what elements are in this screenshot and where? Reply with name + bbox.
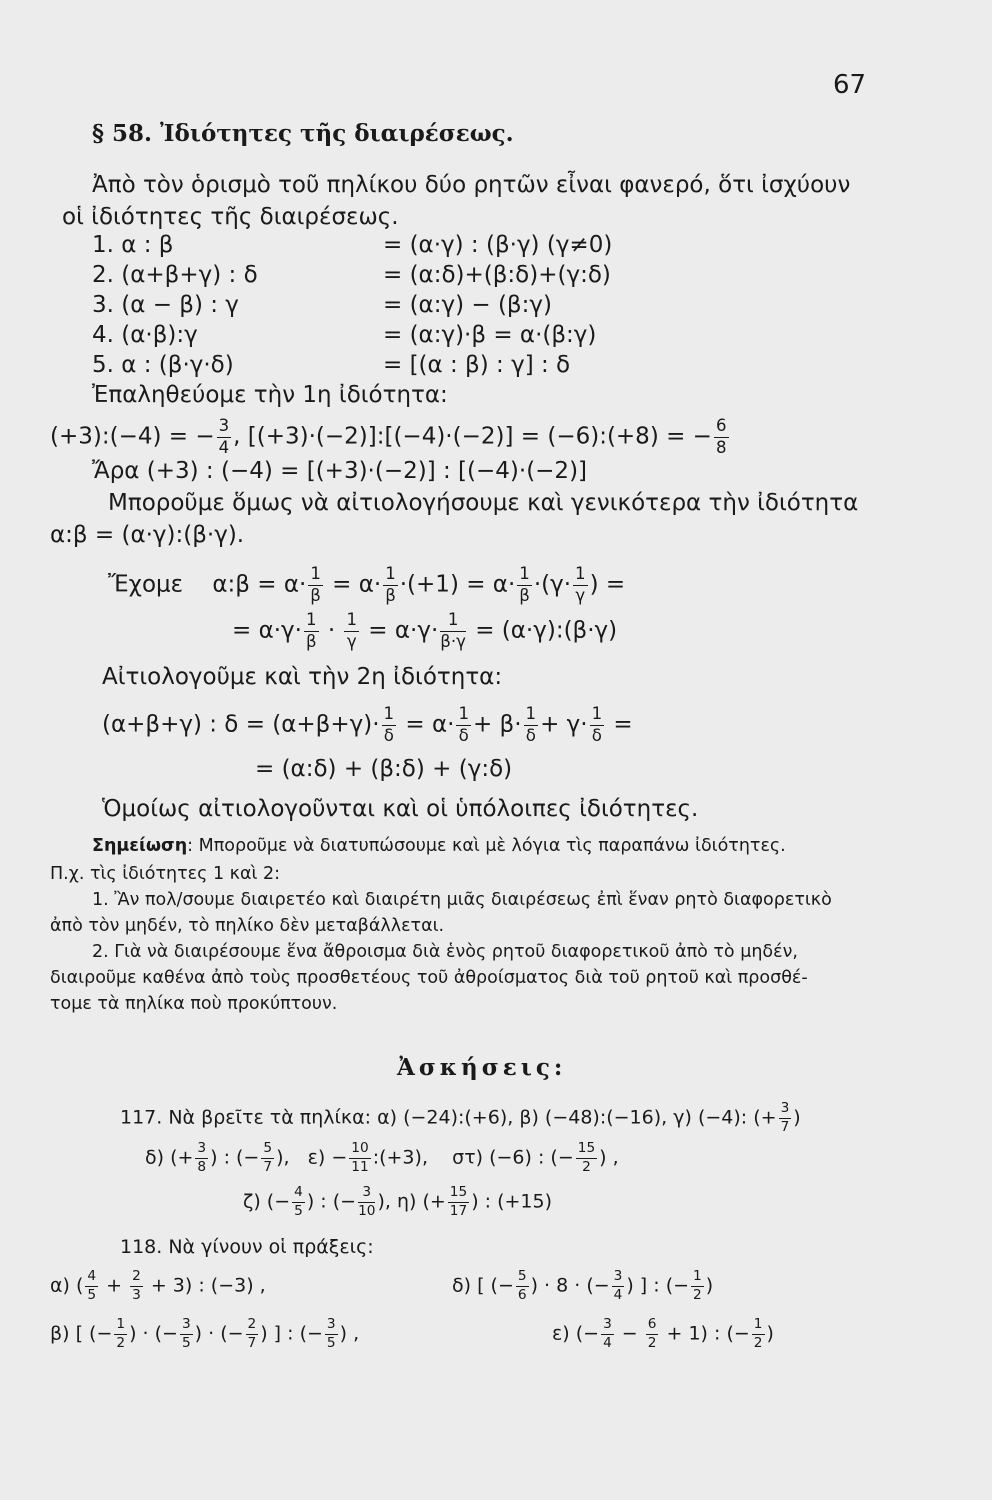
note-text: : Μποροῦμε νὰ διατυπώσουμε καὶ μὲ λόγια τὶς παραπάνω ἰδιότητες. <box>187 836 786 856</box>
numerator: 15 <box>576 1142 597 1159</box>
exercise-part: ) ] : (− <box>260 1322 323 1345</box>
numerator: 1 <box>308 566 323 586</box>
exercise-part: ), <box>276 1146 290 1169</box>
denominator: β <box>385 585 396 605</box>
fraction <box>180 1318 193 1350</box>
exercise-part: ) · 8 · (− <box>530 1274 610 1297</box>
eq-text: ·(γ· <box>533 571 572 598</box>
exercise-part: α) (−24):(+6), <box>377 1106 514 1129</box>
page-number: 67 <box>833 70 867 100</box>
denominator: γ <box>346 631 357 651</box>
note-line-2: Π.χ. τὶς ἰδιότητες 1 καὶ 2: <box>50 864 281 884</box>
exercise-part: ε) − <box>307 1146 348 1169</box>
exercise-part: + 3) : (−3) , <box>144 1274 266 1297</box>
exercise-117-line-1 <box>120 1102 801 1134</box>
numerator: 2 <box>246 1318 259 1335</box>
numerator: 4 <box>292 1186 305 1203</box>
denominator: δ <box>525 725 536 745</box>
exercise-part: ) : (− <box>306 1190 357 1213</box>
verify-equation-2: Ἄρα (+3) : (−4) = [(+3)·(−2)] : [(−4)·(−2)] <box>92 458 588 484</box>
numerator: 1 <box>590 706 605 726</box>
eq-text: (α+β+γ) : δ = (α+β+γ)· <box>102 711 380 738</box>
property-right: = (α:δ)+(β:δ)+(γ:δ) <box>383 262 611 288</box>
exercise-118-d <box>452 1270 713 1302</box>
note-p2-line-2: διαιροῦμε καθένα ἀπὸ τοὺς προσθετέους τοῦ ἀθροίσματος διὰ τοῦ ρητοῦ καὶ προσθέ- <box>50 968 808 988</box>
fraction <box>590 706 605 744</box>
eq-text: = (α·γ):(β·γ) <box>467 617 618 644</box>
numerator: 6 <box>714 418 729 438</box>
denominator: 4 <box>218 437 230 457</box>
numerator: 1 <box>456 706 471 726</box>
exercise-part: δ) [ (− <box>452 1274 514 1297</box>
proof-2-line-1 <box>102 706 633 744</box>
denominator: 2 <box>116 1334 126 1351</box>
fraction <box>516 1270 529 1302</box>
denominator: 3 <box>132 1286 141 1303</box>
numerator: 3 <box>612 1270 625 1287</box>
exercise-118-label: 118. Νὰ γίνουν οἱ πράξεις: <box>120 1236 374 1258</box>
denominator: 8 <box>197 1158 207 1175</box>
exercise-part: ζ) (− <box>243 1190 291 1213</box>
exercise-part: δ) (+ <box>145 1146 194 1169</box>
numerator: 1 <box>382 706 397 726</box>
eq-text: ) = <box>589 571 626 598</box>
exercise-117-line-3 <box>243 1186 552 1218</box>
eq-text: , [(+3)·(−2)]:[(−4)·(−2)] = (−6):(+8) = − <box>233 423 712 450</box>
exercise-part: ) : (+15) <box>471 1190 553 1213</box>
intro-line-1: Ἀπὸ τὸν ὁρισμὸ τοῦ πηλίκου δύο ρητῶν εἶναι φανερό, ὅτι ἰσχύουν <box>92 172 851 198</box>
fraction <box>383 566 398 604</box>
denominator: 7 <box>780 1118 790 1135</box>
fraction <box>349 1142 370 1174</box>
section-title: § 58. Ἰδιότητες τῆς διαιρέσεως. <box>92 120 514 147</box>
numerator: 3 <box>779 1102 792 1119</box>
numerator: 3 <box>217 418 232 438</box>
fraction <box>114 1318 127 1350</box>
fraction <box>195 1142 208 1174</box>
fraction <box>612 1270 625 1302</box>
fraction <box>440 612 466 650</box>
fraction <box>85 1270 98 1302</box>
exercise-part: ) <box>766 1322 774 1345</box>
numerator: 1 <box>752 1318 765 1335</box>
proof-2-line-2: = (α:δ) + (β:δ) + (γ:δ) <box>255 756 513 782</box>
exercise-part: − <box>615 1322 644 1345</box>
numerator: 5 <box>516 1270 529 1287</box>
property-right: = (α:γ)·β = α·(β:γ) <box>383 322 597 348</box>
exercise-part: γ) (−4): (+ <box>673 1106 777 1129</box>
exercise-part: α) ( <box>50 1274 84 1297</box>
exercise-part: β) [ (− <box>50 1322 113 1345</box>
exercise-part: ) , <box>599 1146 619 1169</box>
numerator: 3 <box>325 1318 338 1335</box>
fraction <box>304 612 319 650</box>
exercise-part: + 1) : (− <box>660 1322 750 1345</box>
exercise-part: ) <box>793 1106 801 1129</box>
denominator: 7 <box>247 1334 257 1351</box>
denominator: 11 <box>351 1158 369 1175</box>
property-left: 3. (α − β) : γ <box>92 292 239 318</box>
eq-text: + γ· <box>540 711 588 738</box>
fraction <box>573 566 588 604</box>
exercise-118-a <box>50 1270 266 1302</box>
exercise-part: ) · (− <box>194 1322 244 1345</box>
denominator: 4 <box>613 1286 623 1303</box>
numerator: 10 <box>349 1142 370 1159</box>
property-left: 5. α : (β·γ·δ) <box>92 352 234 378</box>
property-left: 4. (α·β):γ <box>92 322 198 348</box>
eq-text: + β· <box>472 711 522 738</box>
denominator: 5 <box>87 1286 97 1303</box>
denominator: 17 <box>449 1202 468 1219</box>
eq-text: · <box>320 617 343 644</box>
numerator: 4 <box>85 1270 98 1287</box>
fraction <box>261 1142 274 1174</box>
numerator: 1 <box>114 1318 127 1335</box>
fraction <box>576 1142 597 1174</box>
numerator: 3 <box>180 1318 193 1335</box>
fraction <box>382 706 397 744</box>
note-p1-line-1: 1. Ἂν πολ/σουμε διαιρετέο καὶ διαιρέτη μιᾶς διαιρέσεως ἐπὶ ἕναν ρητὸ διαφορετικὸ <box>92 890 832 910</box>
exercise-part: ) <box>377 1190 385 1213</box>
proof-lead: Ἔχομε <box>108 571 184 598</box>
note-p2-line-3: τομε τὰ πηλίκα ποὺ προκύπτουν. <box>50 994 338 1014</box>
denominator: β <box>305 631 317 651</box>
denominator: 2 <box>753 1334 763 1351</box>
numerator: 15 <box>448 1186 469 1203</box>
exercise-part: , η) (+ <box>384 1190 446 1213</box>
denominator: 5 <box>326 1334 336 1351</box>
eq-text: (+3):(−4) = − <box>50 423 215 450</box>
exercise-part: ) : (− <box>210 1146 260 1169</box>
numerator: 1 <box>383 566 398 586</box>
exercise-part: ) ] : (− <box>626 1274 690 1297</box>
fraction <box>714 418 729 456</box>
exercise-part: ) <box>705 1274 714 1297</box>
denominator: 4 <box>603 1334 612 1351</box>
note-line-1 <box>92 836 786 856</box>
note-label: Σημείωση <box>92 836 188 856</box>
note-p2-line-1: 2. Γιὰ νὰ διαιρέσουμε ἕνα ἄθροισμα διὰ ἑνὸς ρητοῦ διαφορετικοῦ ἀπὸ τὸ μηδέν, <box>92 942 798 962</box>
denominator: δ <box>458 725 469 745</box>
exercise-part: στ) (−6) : (− <box>452 1146 574 1169</box>
proof-1-line-1 <box>108 566 625 604</box>
fraction <box>217 418 232 456</box>
eq-text: = α· <box>324 571 382 598</box>
fraction <box>601 1318 614 1350</box>
numerator: 1 <box>344 612 359 632</box>
property-left: 1. α : β <box>92 232 174 258</box>
numerator: 1 <box>691 1270 704 1287</box>
eq-text: = α·γ· <box>232 617 302 644</box>
fraction <box>646 1318 659 1350</box>
numerator: 3 <box>601 1318 614 1335</box>
eq-text: = α·γ· <box>360 617 439 644</box>
fraction <box>524 706 539 744</box>
fraction <box>456 706 471 744</box>
fraction <box>246 1318 259 1350</box>
numerator: 3 <box>195 1142 208 1159</box>
numerator: 5 <box>261 1142 274 1159</box>
exercise-118-e <box>552 1318 774 1350</box>
exercises-title: Ἀσκήσεις: <box>397 1054 567 1081</box>
fraction <box>325 1318 338 1350</box>
exercise-part: :(+3), <box>372 1146 428 1169</box>
property-right: = (α·γ) : (β·γ) (γ≠0) <box>383 232 613 258</box>
note-p1-line-2: ἀπὸ τὸν μηδέν, τὸ πηλίκο δὲν μεταβάλλεται. <box>50 916 445 936</box>
denominator: β <box>310 585 321 605</box>
proof-1-line-2 <box>232 612 617 650</box>
exercise-part: + <box>100 1274 129 1297</box>
proof-conclusion: Ὁμοίως αἰτιολογοῦνται καὶ οἱ ὑπόλοιπες ἰδιότητες. <box>102 796 699 822</box>
numerator: 6 <box>646 1318 659 1335</box>
fraction <box>517 566 532 604</box>
eq-text: α:β = α· <box>212 571 307 598</box>
property-right: = (α:γ) − (β:γ) <box>383 292 552 318</box>
denominator: δ <box>383 725 394 745</box>
numerator: 2 <box>130 1270 143 1287</box>
denominator: 2 <box>647 1334 657 1351</box>
exercise-117-line-2 <box>145 1142 619 1174</box>
exercise-118-b <box>50 1318 359 1350</box>
exercise-part: ) · (− <box>129 1322 178 1345</box>
denominator: δ <box>591 725 602 745</box>
denominator: β·γ <box>440 631 466 651</box>
numerator: 1 <box>524 706 539 726</box>
denominator: 5 <box>181 1334 191 1351</box>
general-line-2: α:β = (α·γ):(β·γ). <box>50 522 245 548</box>
fraction <box>779 1102 792 1134</box>
denominator: 8 <box>715 437 727 457</box>
fraction <box>292 1186 305 1218</box>
intro-line-2: οἱ ἰδιότητες τῆς διαιρέσεως. <box>62 204 399 230</box>
property-right: = [(α : β) : γ] : δ <box>383 352 571 378</box>
general-line-1: Μποροῦμε ὅμως νὰ αἰτιολογήσουμε καὶ γενικότερα τὴν ἰδιότητα <box>108 490 859 516</box>
denominator: 6 <box>517 1286 527 1303</box>
denominator: 2 <box>582 1158 591 1175</box>
denominator: 10 <box>358 1202 376 1219</box>
numerator: 1 <box>517 566 532 586</box>
numerator: 1 <box>573 566 588 586</box>
numerator: 3 <box>358 1186 375 1203</box>
exercise-part: ε) (− <box>552 1322 600 1345</box>
exercise-part: ) , <box>339 1322 360 1345</box>
fraction <box>358 1186 375 1218</box>
fraction <box>130 1270 143 1302</box>
denominator: γ <box>575 585 586 605</box>
fraction <box>752 1318 765 1350</box>
denominator: β <box>519 585 530 605</box>
fraction <box>691 1270 704 1302</box>
fraction <box>344 612 359 650</box>
denominator: 7 <box>263 1158 273 1175</box>
eq-text: = <box>606 711 633 738</box>
property-left: 2. (α+β+γ) : δ <box>92 262 258 288</box>
exercise-label: 117. Νὰ βρεῖτε τὰ πηλίκα: <box>120 1106 372 1129</box>
fraction <box>448 1186 469 1218</box>
numerator: 1 <box>440 612 466 632</box>
eq-text: = α· <box>398 711 455 738</box>
denominator: 5 <box>294 1202 303 1219</box>
verify-equation-1 <box>50 418 731 456</box>
numerator: 1 <box>304 612 319 632</box>
proof-2-heading: Αἰτιολογοῦμε καὶ τὴν 2η ἰδιότητα: <box>102 664 503 690</box>
fraction <box>308 566 323 604</box>
denominator: 2 <box>693 1286 702 1303</box>
eq-text: ·(+1) = α· <box>399 571 516 598</box>
exercise-part: β) (−48):(−16), <box>519 1106 668 1129</box>
verify-heading: Ἐπαληθεύομε τὴν 1η ἰδιότητα: <box>92 382 448 408</box>
